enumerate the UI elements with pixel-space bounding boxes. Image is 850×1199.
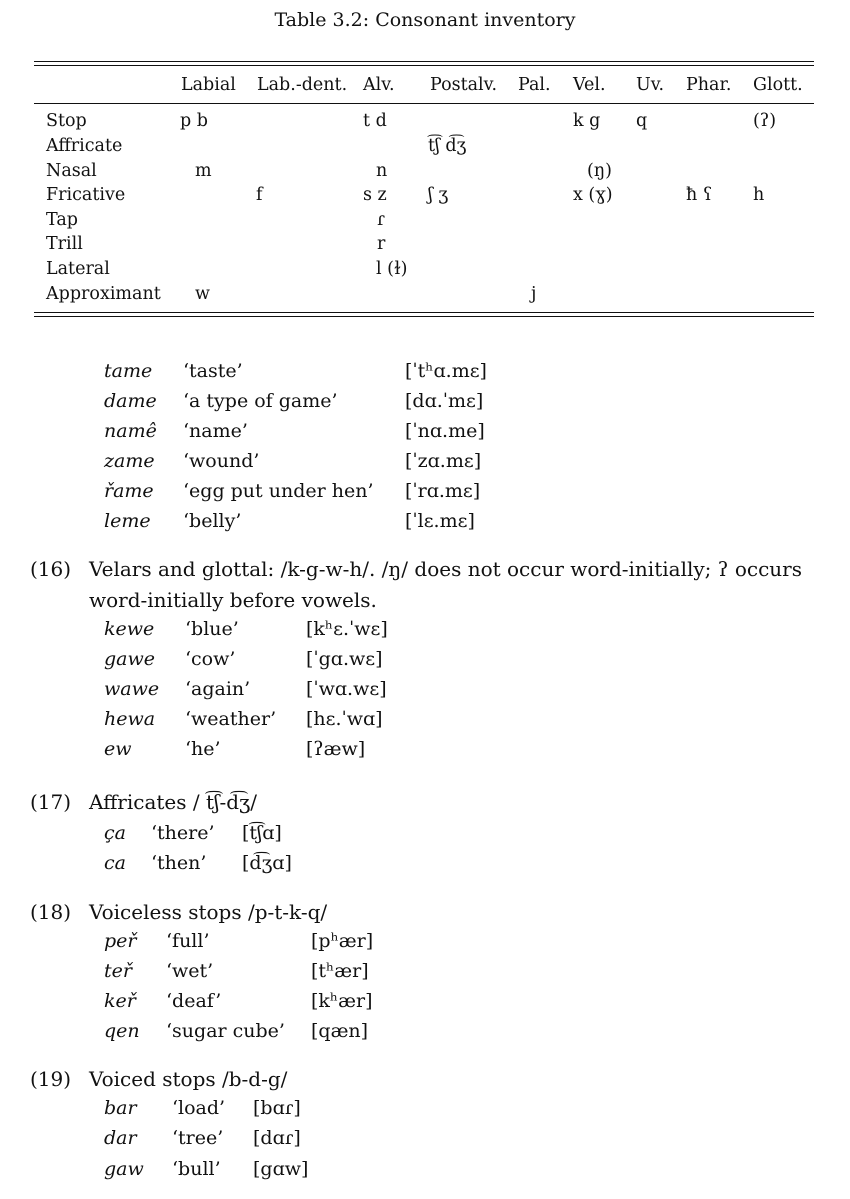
table-cell: x (ɣ) xyxy=(573,185,613,205)
table-header-rule xyxy=(34,103,814,104)
table-cell: m xyxy=(195,161,212,181)
table-cell: ʃ ʒ xyxy=(428,185,449,205)
row-label-affricate: Affricate xyxy=(46,136,123,156)
example-number: (16) xyxy=(30,557,72,581)
table-cell: n xyxy=(376,161,388,181)
col-header-uv: Uv. xyxy=(636,75,665,95)
example-number: (19) xyxy=(30,1067,72,1091)
table-cell: q xyxy=(636,111,648,131)
table-cell: l (ɫ) xyxy=(376,259,408,279)
table-cell: t͡ʃ d͡ʒ xyxy=(428,136,467,156)
row-label-tap: Tap xyxy=(46,210,78,230)
table-cell: k g xyxy=(573,111,601,131)
table-cell: r xyxy=(377,234,386,254)
table-bottom-rule-2 xyxy=(34,316,814,317)
example-number: (17) xyxy=(30,790,72,814)
col-header-postalv: Postalv. xyxy=(430,75,498,95)
col-header-labdent: Lab.-dent. xyxy=(257,75,348,95)
col-header-glott: Glott. xyxy=(753,75,803,95)
row-label-fricative: Fricative xyxy=(46,185,126,205)
table-cell: (ʔ) xyxy=(753,111,777,131)
table-cell: p b xyxy=(180,111,208,131)
table-cell: j xyxy=(531,284,537,304)
example-title: Affricates / t͡ʃ-d͡ʒ/ xyxy=(89,790,258,814)
table-cell: t d xyxy=(363,111,387,131)
example-title: Velars and glottal: /k-g-w-h/. /ŋ/ does not occur word-initially; ʔ occurs xyxy=(89,557,802,581)
row-label-approximant: Approximant xyxy=(46,284,161,304)
col-header-phar: Phar. xyxy=(686,75,732,95)
row-label-trill: Trill xyxy=(46,234,83,254)
table-caption: Table 3.2: Consonant inventory xyxy=(274,9,576,31)
col-header-pal: Pal. xyxy=(518,75,551,95)
table-cell: (ŋ) xyxy=(587,161,612,181)
col-header-labial: Labial xyxy=(181,75,236,95)
table-cell: ɾ xyxy=(377,210,385,230)
table-cell: s z xyxy=(363,185,387,205)
example-title-cont: word-initially before vowels. xyxy=(89,588,377,612)
example-title: Voiced stops /b-d-g/ xyxy=(89,1067,288,1091)
table-top-rule-2 xyxy=(34,65,814,66)
table-top-rule xyxy=(34,61,814,62)
table-bottom-rule xyxy=(34,312,814,313)
col-header-alv: Alv. xyxy=(363,75,395,95)
table-cell: h xyxy=(753,185,765,205)
table-cell: w xyxy=(195,284,210,304)
row-label-nasal: Nasal xyxy=(46,161,97,181)
table-cell: ħ ʕ xyxy=(686,185,713,205)
row-label-stop: Stop xyxy=(46,111,87,131)
example-title: Voiceless stops /p-t-k-q/ xyxy=(89,900,328,924)
table-cell: f xyxy=(256,185,263,205)
row-label-lateral: Lateral xyxy=(46,259,110,279)
example-number: (18) xyxy=(30,900,72,924)
col-header-vel: Vel. xyxy=(573,75,606,95)
